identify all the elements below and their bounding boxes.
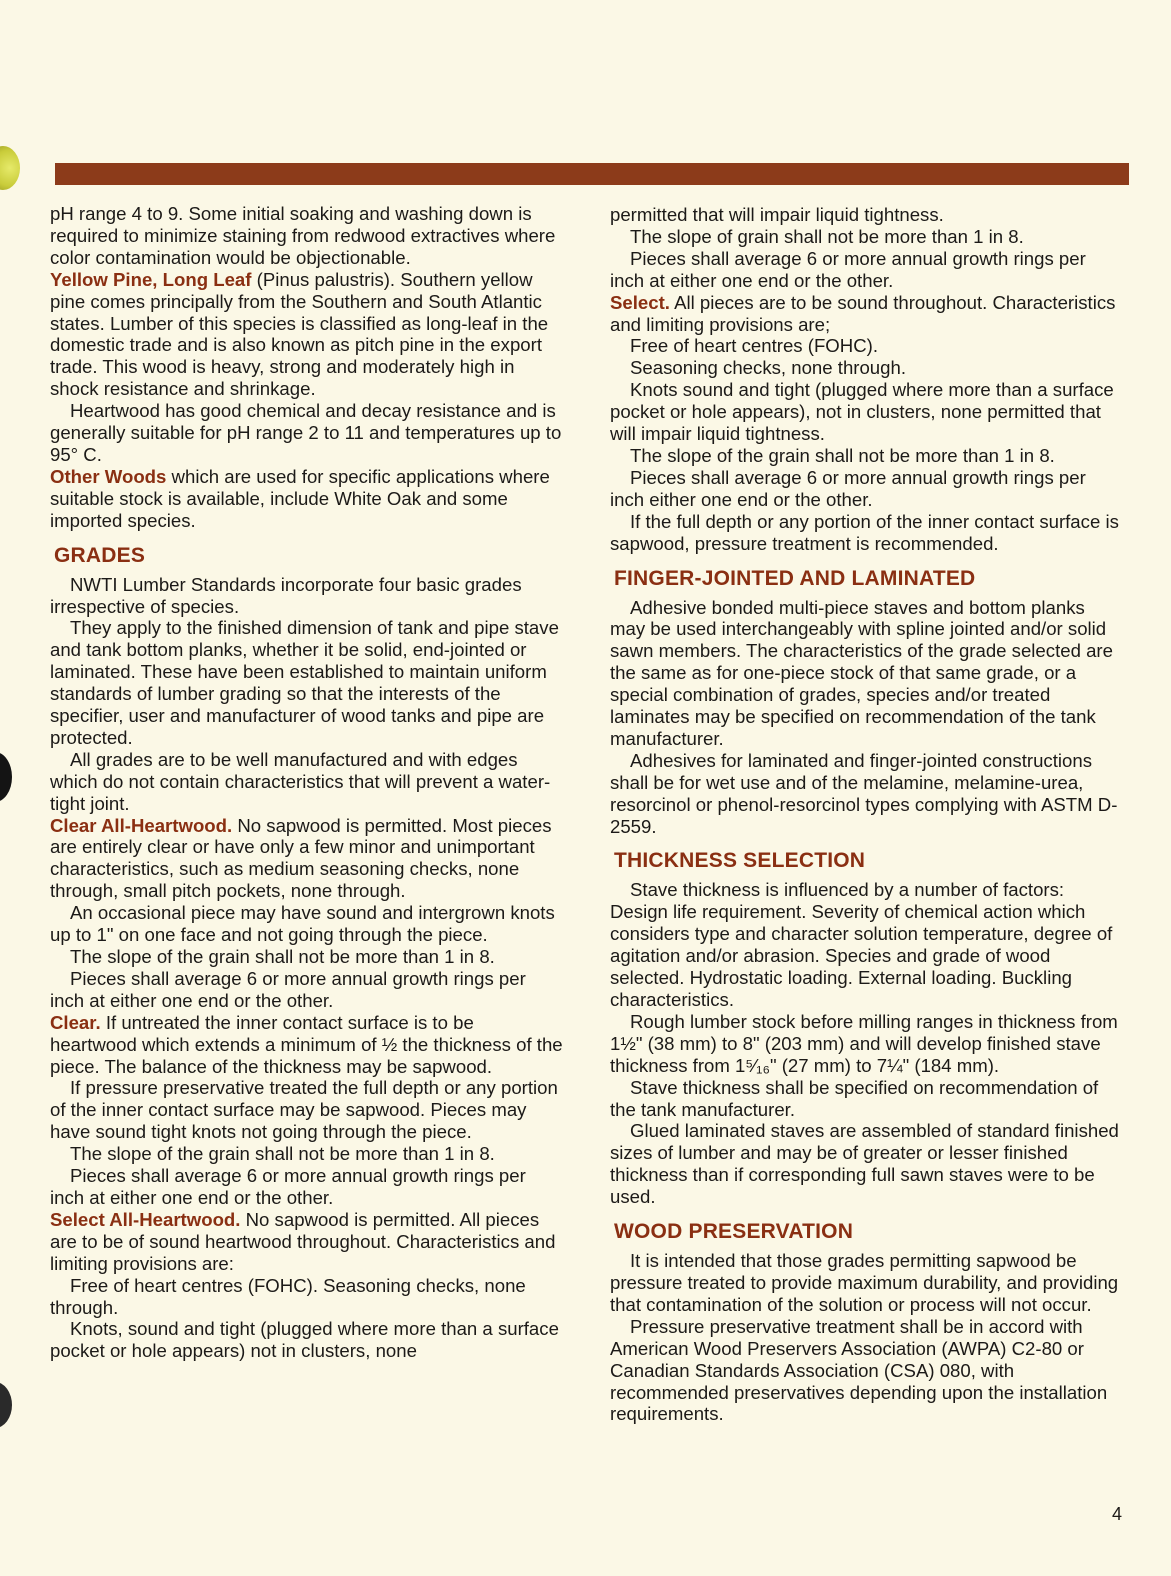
term-clear-all-heartwood: Clear All-Heartwood. (50, 814, 233, 836)
binder-hole (0, 1382, 12, 1428)
paragraph: Seasoning checks, none through. (630, 357, 907, 379)
paragraph-text: (Pinus palustris). Southern yellow pine comes principally from the Southern and South Atlantic states. Lumber of this species is classified as long-leaf in the domestic trade and is also known as pitch pine in the export trade. This wood is heavy, strong and moderately high in shock resistance and shrinkage. (50, 268, 549, 400)
paragraph-text: If untreated the inner contact surface is to be heartwood which extends a minimum of ½ the thickness of the piece. The balance of the thickness may be sapwood. (50, 1011, 563, 1077)
paragraph: If pressure preservative treated the full depth or any portion of the inner contact surface may be sapwood. Pieces may have sound tight knots not going through the piece. (50, 1077, 558, 1143)
right-column (610, 204, 1125, 1425)
section-heading-finger-jointed: FINGER-JOINTED AND LAMINATED (614, 566, 976, 590)
paragraph (50, 466, 565, 532)
binder-hole (0, 146, 20, 190)
paragraph-text: which are used for specific applications where suitable stock is available, include White Oak and some imported species. (50, 465, 550, 531)
term-select: Select. (610, 291, 670, 313)
paragraph: Adhesives for laminated and finger-jointed constructions shall be for wet use and of the melamine, melamine-urea, resorcinol or phenol-resorcinol types complying with ASTM D-2559. (610, 749, 1118, 837)
paragraph: The slope of the grain shall not be more than 1 in 8. (70, 1143, 495, 1165)
paragraph-text: All pieces are to be sound throughout. Characteristics and limiting provisions are; (610, 291, 1116, 335)
term-other-woods: Other Woods (50, 465, 167, 487)
paragraph (50, 1209, 565, 1275)
paragraph-text: No sapwood is permitted. Most pieces are entirely clear or have only a few minor and unimportant characteristics, such as medium seasoning checks, none through, small pitch pockets, none through. (50, 814, 552, 902)
paragraph: permitted that will impair liquid tightness. (610, 204, 944, 225)
paragraph: They apply to the finished dimension of tank and pipe stave and tank bottom planks, whether it be solid, end-jointed or laminated. These have been established to maintain uniform standards of lumber grading so that the interests of the specifier, user and manufacturer of wood tanks and pipe are protected. (50, 617, 559, 748)
paragraph: Pieces shall average 6 or more annual growth rings per inch at either one end or the other. (50, 1165, 526, 1208)
paragraph: Knots sound and tight (plugged where more than a surface pocket or hole appears), not in clusters, none permitted that will impair liquid tightness. (610, 379, 1114, 445)
paragraph: Rough lumber stock before milling ranges in thickness from 1½" (38 mm) to 8" (203 mm) and will develop finished stave thickness from 1⁵⁄₁₆" (27 mm) to 7¼" (184 mm). (610, 1010, 1118, 1076)
page-number: 4 (1112, 1504, 1123, 1524)
term-clear: Clear. (50, 1011, 101, 1033)
paragraph (610, 292, 1125, 336)
binder-hole (0, 752, 12, 802)
paragraph: All grades are to be well manufactured and with edges which do not contain characteristics that will prevent a water-tight joint. (50, 748, 551, 814)
section-heading-wood-preservation: WOOD PRESERVATION (614, 1220, 854, 1244)
paragraph: Free of heart centres (FOHC). (630, 335, 878, 357)
paragraph (50, 815, 565, 903)
paragraph: If the full depth or any portion of the inner contact surface is sapwood, pressure treatment is recommended. (610, 510, 1119, 554)
paragraph: Pieces shall average 6 or more annual growth rings per inch at either one end or the other. (610, 247, 1086, 291)
left-column (50, 203, 565, 1362)
paragraph: Pieces shall average 6 or more annual growth rings per inch either one end or the other. (610, 466, 1086, 510)
paragraph: Knots, sound and tight (plugged where more than a surface pocket or hole appears) not in clusters, none (50, 1318, 559, 1362)
paragraph: The slope of the grain shall not be more than 1 in 8. (630, 444, 1055, 466)
paragraph: Stave thickness is influenced by a number of factors: Design life requirement. Severity of chemical action which considers type and character solution temperature, degree of agitation and/or abrasion. Species and grade of wood selected. Hydrostatic loading. External loading. Buckling characteristics. (610, 879, 1113, 1010)
paragraph: Pieces shall average 6 or more annual growth rings per inch at either one end or the other. (50, 967, 526, 1011)
section-heading-thickness: THICKNESS SELECTION (614, 849, 866, 873)
paragraph (50, 1012, 565, 1078)
paragraph: Pressure preservative treatment shall be in accord with American Wood Preservers Association (AWPA) C2-80 or Canadian Standards Association (CSA) 080, with recommended preservatives depending upon the installation requirements. (610, 1315, 1108, 1425)
paragraph: An occasional piece may have sound and intergrown knots up to 1" on one face and not going through the piece. (50, 902, 555, 946)
term-yellow-pine: Yellow Pine, Long Leaf (50, 268, 252, 290)
paragraph: NWTI Lumber Standards incorporate four basic grades irrespective of species. (50, 573, 522, 617)
paragraph (50, 269, 565, 400)
paragraph: The slope of grain shall not be more than 1 in 8. (630, 225, 1024, 247)
section-heading-grades: GRADES (54, 543, 146, 567)
paragraph: Adhesive bonded multi-piece staves and bottom planks may be used interchangeably with spline jointed and/or solid sawn members. The characteristics of the grade selected are the same as for one-piece stock of that same grade, or a special combination of grades, species and/or treated laminates may be specified on recommendation of the tank manufacturer. (610, 596, 1113, 749)
header-color-band (55, 163, 1129, 185)
paragraph: Glued laminated staves are assembled of standard finished sizes of lumber and may be of greater or lesser finished thickness than if corresponding full sawn staves were to be used. (610, 1120, 1119, 1208)
paragraph: pH range 4 to 9. Some initial soaking and washing down is required to minimize staining from redwood extractives where color contamination would be objectionable. (50, 203, 556, 268)
paragraph: Stave thickness shall be specified on recommendation of the tank manufacturer. (610, 1076, 1099, 1120)
paragraph: Free of heart centres (FOHC). Seasoning checks, none through. (50, 1274, 526, 1318)
term-select-all-heartwood: Select All-Heartwood. (50, 1208, 241, 1230)
paragraph: It is intended that those grades permitting sapwood be pressure treated to provide maximum durability, and providing that contamination of the solution or process will not occur. (610, 1250, 1119, 1315)
paragraph: Heartwood has good chemical and decay resistance and is generally suitable for pH range 2 to 11 and temperatures up to 95° C. (50, 400, 562, 465)
paragraph-text: No sapwood is permitted. All pieces are to be of sound heartwood throughout. Characteristics and limiting provisions are: (50, 1208, 556, 1274)
paragraph: The slope of the grain shall not be more than 1 in 8. (70, 946, 495, 967)
